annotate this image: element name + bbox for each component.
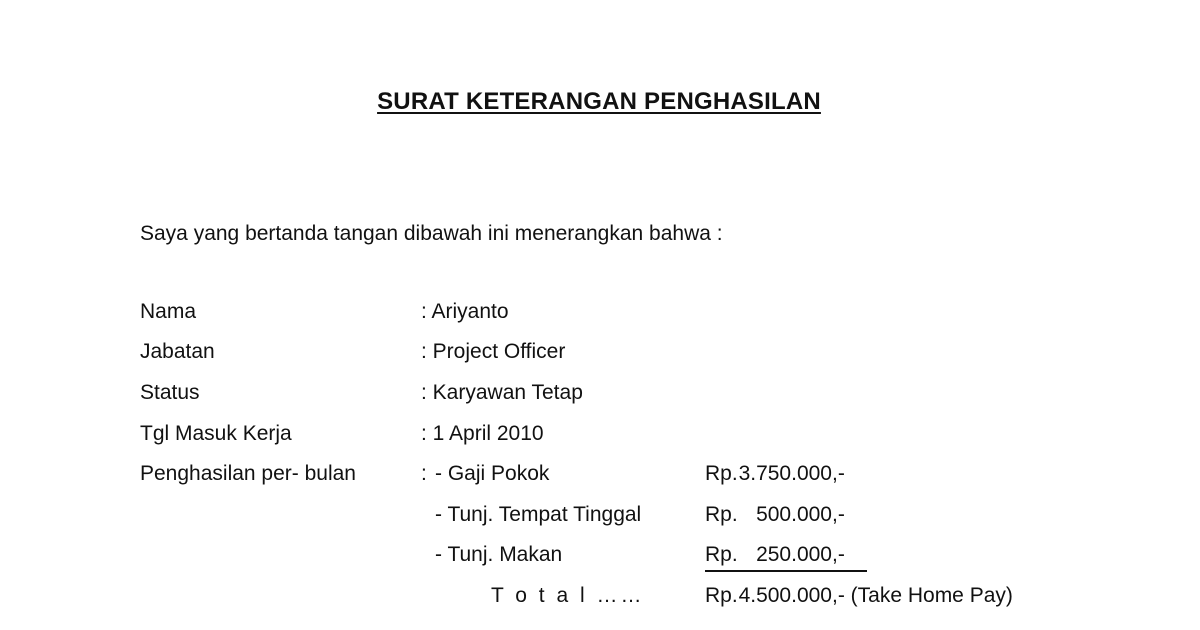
income-suffix: ,- [832,543,845,566]
income-currency: Rp. [705,503,738,526]
intro-text: Saya yang bertanda tangan dibawah ini menerangkan bahwa : [140,222,723,245]
sum-underline [705,570,867,572]
income-label: Penghasilan per- bulan [140,462,356,485]
field-row-jabatan [0,340,1200,370]
income-item-name: - Tunj. Makan [435,543,563,566]
total-label: T o t a l …… [491,584,645,607]
income-row-tunj-makan [0,543,1200,573]
income-currency: Rp. [705,462,738,485]
total-amount: 4.500.000 [738,584,832,607]
field-label: Tgl Masuk Kerja [140,422,292,445]
field-row-tgl-masuk [0,422,1200,452]
field-value: : Ariyanto [421,300,509,323]
field-row-nama [0,300,1200,330]
income-row-tunj-tempat-tinggal [0,503,1200,533]
total-currency: Rp. [705,584,738,607]
field-label: Jabatan [140,340,215,363]
field-label: Nama [140,300,197,323]
income-row-total [0,584,1200,614]
income-row-gaji-pokok [0,462,1200,492]
document-title: SURAT KETERANGAN PENGHASILAN [377,88,821,115]
field-row-status [0,381,1200,411]
income-amount: 3.750.000 [738,462,832,485]
field-value: : 1 April 2010 [421,422,544,445]
income-suffix: ,- [832,503,845,526]
income-currency: Rp. [705,543,738,566]
field-label: Status [140,381,200,404]
income-item-name: - Gaji Pokok [435,462,550,485]
field-value: : Karyawan Tetap [421,381,583,404]
total-suffix: ,- (Take Home Pay) [832,584,1013,607]
field-value: : Project Officer [421,340,566,363]
income-amount: 500.000 [756,503,832,526]
income-colon: : [421,462,433,485]
income-item-name: - Tunj. Tempat Tinggal [435,503,642,526]
income-amount: 250.000 [756,543,832,566]
income-suffix: ,- [832,462,845,485]
